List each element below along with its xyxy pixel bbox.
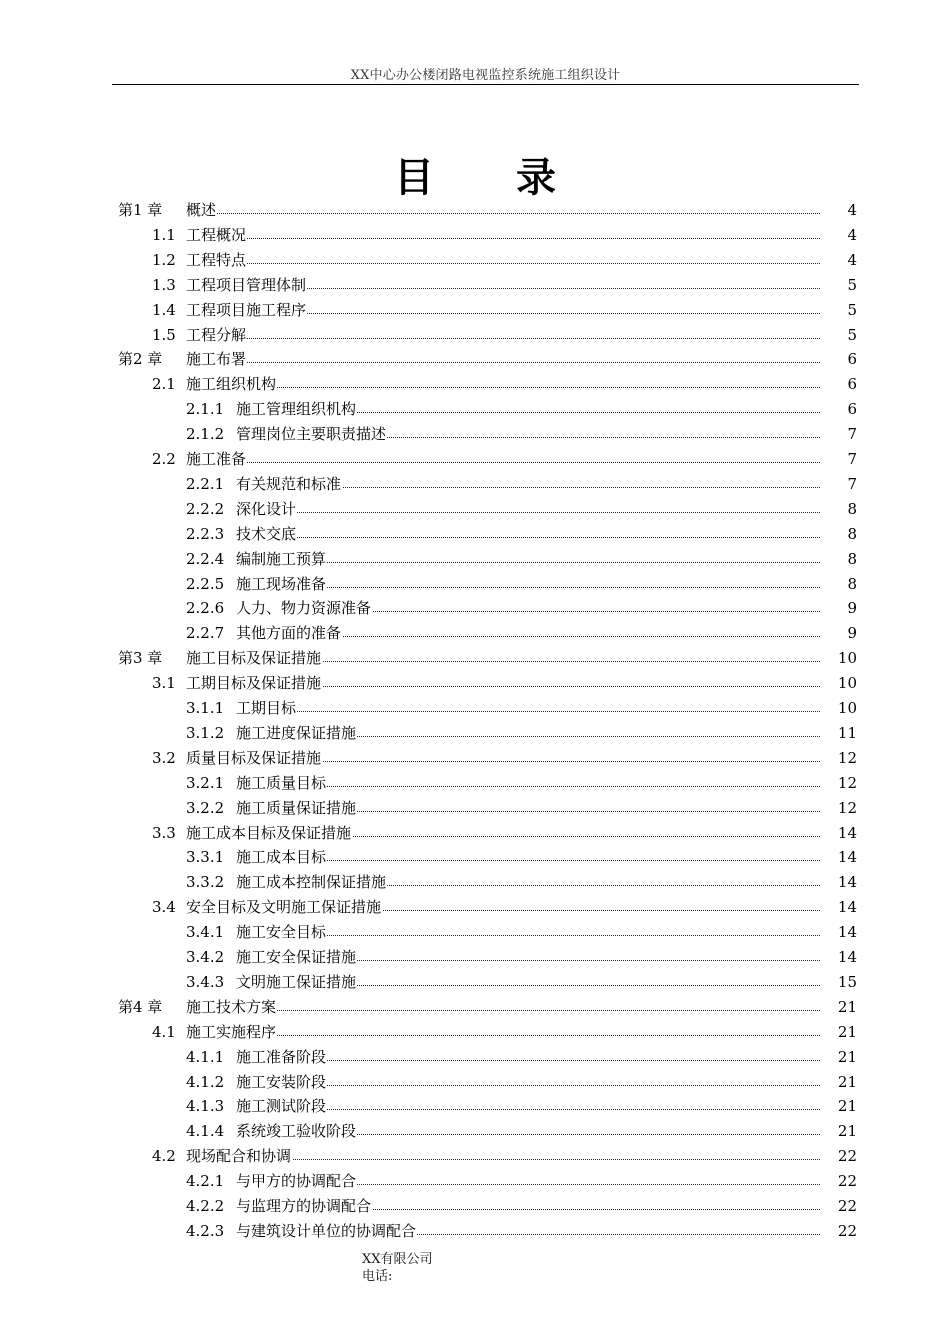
toc-entry-title: 施工成本目标及保证措施 bbox=[186, 821, 352, 846]
toc-entry-number: 2.2.4 bbox=[186, 549, 225, 568]
toc-dot-leader bbox=[186, 362, 820, 363]
toc-entry-number: 第3 章 bbox=[118, 649, 163, 668]
toc-entry-page-number: 8 bbox=[847, 574, 857, 593]
toc-entry-page-number: 6 bbox=[847, 350, 857, 369]
toc-entry-number: 2.1.1 bbox=[186, 400, 225, 419]
toc-entry-page-number: 21 bbox=[837, 1022, 857, 1041]
toc-entry-number: 1.2 bbox=[152, 250, 176, 269]
toc-entry-number: 2.2.2 bbox=[186, 499, 225, 518]
toc-entry-number: 4.1.2 bbox=[186, 1072, 225, 1091]
toc-entry[interactable] bbox=[0, 422, 950, 447]
toc-entry-title: 系统竣工验收阶段 bbox=[236, 1119, 357, 1144]
toc-entry[interactable] bbox=[0, 646, 950, 671]
toc-entry-page-number: 8 bbox=[847, 524, 857, 543]
toc-entry-page-number: 9 bbox=[847, 599, 857, 618]
toc-entry[interactable] bbox=[0, 1169, 950, 1194]
toc-entry-page-number: 10 bbox=[837, 649, 857, 668]
toc-entry-number: 2.2 bbox=[152, 450, 176, 468]
toc-entry-number: 1.4 bbox=[152, 300, 176, 319]
document-header-title: XX中心办公楼闭路电视监控系统施工组织设计 bbox=[350, 68, 621, 83]
toc-entry-page-number: 7 bbox=[847, 450, 857, 468]
toc-entry[interactable] bbox=[0, 721, 950, 746]
toc-entry-title: 概述 bbox=[186, 198, 217, 223]
toc-entry-title: 施工测试阶段 bbox=[236, 1094, 327, 1119]
toc-entry-title: 施工质量保证措施 bbox=[236, 796, 357, 821]
toc-entry-number: 2.1 bbox=[152, 375, 176, 394]
toc-entry-title: 人力、物力资源准备 bbox=[236, 596, 372, 621]
toc-entry-title: 管理岗位主要职责描述 bbox=[236, 422, 387, 447]
toc-entry[interactable] bbox=[0, 298, 950, 323]
toc-entry-page-number: 4 bbox=[847, 201, 857, 219]
toc-entry-page-number: 4 bbox=[847, 250, 857, 269]
toc-entry-title: 施工管理组织机构 bbox=[236, 397, 357, 422]
toc-entry[interactable] bbox=[0, 223, 950, 248]
toc-entry-number: 2.1.2 bbox=[186, 425, 225, 444]
toc-entry[interactable] bbox=[0, 248, 950, 273]
toc-dot-leader bbox=[186, 387, 820, 388]
toc-entry-number: 3.4.3 bbox=[186, 972, 225, 991]
toc-entry-number: 3.3 bbox=[152, 823, 176, 842]
toc-entry-page-number: 22 bbox=[837, 1221, 857, 1240]
toc-entry[interactable] bbox=[0, 895, 950, 920]
toc-entry-number: 3.2.2 bbox=[186, 798, 225, 817]
toc-entry-number: 3.2 bbox=[152, 748, 176, 767]
toc-entry-number: 1.1 bbox=[152, 225, 176, 244]
toc-entry[interactable] bbox=[0, 1045, 950, 1070]
toc-entry-page-number: 21 bbox=[837, 1047, 857, 1066]
toc-entry-number: 4.1.3 bbox=[186, 1097, 225, 1116]
toc-entry[interactable] bbox=[0, 447, 950, 472]
toc-entry-number: 4.1.4 bbox=[186, 1122, 225, 1141]
toc-entry-number: 第4 章 bbox=[118, 997, 163, 1016]
toc-entry-title: 工程概况 bbox=[186, 223, 247, 248]
toc-entry[interactable] bbox=[0, 1219, 950, 1244]
toc-entry-title: 与甲方的协调配合 bbox=[236, 1169, 357, 1194]
toc-entry[interactable] bbox=[0, 497, 950, 522]
toc-dot-leader bbox=[236, 512, 820, 513]
toc-entry[interactable] bbox=[0, 771, 950, 796]
toc-entry-page-number: 8 bbox=[847, 549, 857, 568]
toc-entry-page-number: 14 bbox=[837, 873, 857, 892]
toc-entry[interactable] bbox=[0, 1070, 950, 1095]
toc-entry-page-number: 5 bbox=[847, 275, 857, 294]
toc-entry[interactable] bbox=[0, 1020, 950, 1045]
toc-entry-title: 施工安全保证措施 bbox=[236, 945, 357, 970]
toc-entry-number: 3.4 bbox=[152, 898, 176, 917]
toc-entry-number: 4.1.1 bbox=[186, 1047, 225, 1066]
toc-entry[interactable] bbox=[0, 572, 950, 597]
toc-dot-leader bbox=[186, 263, 820, 264]
toc-dot-leader bbox=[186, 238, 820, 239]
toc-entry[interactable] bbox=[0, 970, 950, 995]
toc-title: 目 录 bbox=[394, 154, 590, 201]
toc-dot-leader bbox=[186, 462, 820, 463]
toc-entry-title: 技术交底 bbox=[236, 522, 297, 547]
toc-entry[interactable] bbox=[0, 198, 950, 223]
toc-entry-number: 2.2.1 bbox=[186, 474, 225, 493]
toc-entry[interactable] bbox=[0, 796, 950, 821]
toc-entry-page-number: 14 bbox=[837, 898, 857, 917]
toc-entry-title: 施工准备阶段 bbox=[236, 1045, 327, 1070]
toc-entry-title: 施工实施程序 bbox=[186, 1020, 277, 1045]
toc-entry[interactable] bbox=[0, 945, 950, 970]
toc-entry[interactable] bbox=[0, 870, 950, 895]
footer-company: XX有限公司 bbox=[362, 1252, 433, 1267]
toc-entry-title: 与监理方的协调配合 bbox=[236, 1194, 372, 1219]
toc-entry[interactable] bbox=[0, 1144, 950, 1169]
toc-entry[interactable] bbox=[0, 696, 950, 721]
toc-entry-title: 编制施工预算 bbox=[236, 547, 327, 572]
toc-entry[interactable] bbox=[0, 1119, 950, 1144]
toc-entry-title: 深化设计 bbox=[236, 497, 297, 522]
toc-entry-page-number: 6 bbox=[847, 375, 857, 394]
toc-entry-page-number: 8 bbox=[847, 499, 857, 518]
footer-phone: 电话: bbox=[362, 1269, 393, 1284]
header-divider bbox=[112, 84, 859, 85]
toc-entry-title: 施工进度保证措施 bbox=[236, 721, 357, 746]
toc-entry-number: 1.5 bbox=[152, 325, 176, 344]
page-footer bbox=[362, 1251, 433, 1285]
toc-entry-page-number: 5 bbox=[847, 300, 857, 319]
toc-entry-number: 第2 章 bbox=[118, 350, 163, 369]
toc-entry-number: 2.2.3 bbox=[186, 524, 225, 543]
toc-entry[interactable] bbox=[0, 746, 950, 771]
toc-entry-number: 3.4.2 bbox=[186, 948, 225, 966]
toc-entry-number: 3.2.1 bbox=[186, 773, 225, 792]
toc-entry-title: 其他方面的准备 bbox=[236, 621, 342, 646]
toc-entry-page-number: 7 bbox=[847, 474, 857, 493]
toc-entry[interactable] bbox=[0, 522, 950, 547]
toc-entry-title: 施工组织机构 bbox=[186, 372, 277, 397]
toc-entry[interactable] bbox=[0, 472, 950, 497]
toc-entry[interactable] bbox=[0, 547, 950, 572]
toc-entry-page-number: 22 bbox=[837, 1197, 857, 1215]
toc-entry-title: 文明施工保证措施 bbox=[236, 970, 357, 995]
toc-entry-title: 施工技术方案 bbox=[186, 995, 277, 1020]
toc-entry-number: 2.2.6 bbox=[186, 599, 225, 618]
toc-entry-number: 1.3 bbox=[152, 275, 176, 294]
toc-entry-number: 3.3.2 bbox=[186, 873, 225, 892]
toc-entry-page-number: 11 bbox=[837, 723, 857, 742]
toc-entry-title: 施工目标及保证措施 bbox=[186, 646, 322, 671]
toc-entry-page-number: 12 bbox=[837, 773, 857, 792]
toc-entry-title: 安全目标及文明施工保证措施 bbox=[186, 895, 382, 920]
toc-entry-page-number: 10 bbox=[837, 699, 857, 717]
toc-entry-page-number: 5 bbox=[847, 325, 857, 344]
toc-entry-number: 2.2.5 bbox=[186, 574, 225, 593]
toc-entry-title: 现场配合和协调 bbox=[186, 1144, 292, 1169]
toc-entry[interactable] bbox=[0, 1094, 950, 1119]
toc-entry[interactable] bbox=[0, 621, 950, 646]
toc-entry-page-number: 14 bbox=[837, 823, 857, 842]
toc-entry-number: 2.2.7 bbox=[186, 624, 225, 643]
toc-entry-title: 施工安全目标 bbox=[236, 920, 327, 945]
toc-entry-number: 3.1.2 bbox=[186, 723, 225, 742]
toc-entry-title: 施工准备 bbox=[186, 447, 247, 472]
toc-entry-title: 工期目标 bbox=[236, 696, 297, 721]
toc-dot-leader bbox=[236, 537, 820, 538]
toc-entry-number: 4.2 bbox=[152, 1147, 176, 1166]
toc-entry[interactable] bbox=[0, 273, 950, 298]
toc-entry-page-number: 6 bbox=[847, 400, 857, 419]
toc-dot-leader bbox=[186, 338, 820, 339]
toc-entry[interactable] bbox=[0, 821, 950, 846]
toc-entry-title: 施工质量目标 bbox=[236, 771, 327, 796]
toc-entry[interactable] bbox=[0, 845, 950, 870]
toc-entry[interactable] bbox=[0, 596, 950, 621]
toc-entry-title: 工程特点 bbox=[186, 248, 247, 273]
toc-dot-leader bbox=[236, 711, 820, 712]
toc-entry-page-number: 14 bbox=[837, 923, 857, 942]
toc-entry-page-number: 9 bbox=[847, 624, 857, 643]
toc-entry-page-number: 22 bbox=[837, 1147, 857, 1166]
toc-entry-title: 工期目标及保证措施 bbox=[186, 671, 322, 696]
toc-entry[interactable] bbox=[0, 397, 950, 422]
toc-entry-title: 与建筑设计单位的协调配合 bbox=[236, 1219, 417, 1244]
toc-entry-number: 4.1 bbox=[152, 1022, 176, 1041]
toc-entry-page-number: 7 bbox=[847, 425, 857, 444]
toc-entry[interactable] bbox=[0, 323, 950, 348]
toc-entry-page-number: 21 bbox=[837, 1097, 857, 1116]
toc-entry-title: 工程项目施工程序 bbox=[186, 298, 307, 323]
toc-entry-page-number: 14 bbox=[837, 848, 857, 867]
toc-entry-page-number: 21 bbox=[837, 997, 857, 1016]
toc-entry[interactable] bbox=[0, 920, 950, 945]
toc-entry[interactable] bbox=[0, 1194, 950, 1219]
toc-entry-title: 施工成本控制保证措施 bbox=[236, 870, 387, 895]
toc-entry[interactable] bbox=[0, 347, 950, 372]
toc-entry-page-number: 22 bbox=[837, 1172, 857, 1191]
toc-entry-page-number: 14 bbox=[837, 948, 857, 966]
toc-entry-title: 施工成本目标 bbox=[236, 845, 327, 870]
toc-entry-title: 工程项目管理体制 bbox=[186, 273, 307, 298]
toc-entry-page-number: 12 bbox=[837, 748, 857, 767]
toc-entry-number: 第1 章 bbox=[118, 201, 163, 219]
toc-entry-number: 4.2.2 bbox=[186, 1197, 225, 1215]
toc-entry-number: 4.2.1 bbox=[186, 1172, 225, 1191]
toc-entry-page-number: 21 bbox=[837, 1122, 857, 1141]
toc-entry-page-number: 21 bbox=[837, 1072, 857, 1091]
toc-entry-page-number: 4 bbox=[847, 225, 857, 244]
toc-entry-number: 3.4.1 bbox=[186, 923, 225, 942]
toc-entry[interactable] bbox=[0, 671, 950, 696]
toc-dot-leader bbox=[186, 1035, 820, 1036]
toc-entry-title: 施工布署 bbox=[186, 347, 247, 372]
toc-entry-page-number: 15 bbox=[837, 972, 857, 991]
toc-entry-number: 3.1 bbox=[152, 674, 176, 693]
toc-entry-number: 3.1.1 bbox=[186, 699, 225, 717]
toc-entry-title: 工程分解 bbox=[186, 323, 247, 348]
toc-entry-page-number: 10 bbox=[837, 674, 857, 693]
toc-entry-title: 质量目标及保证措施 bbox=[186, 746, 322, 771]
toc-entry-title: 有关规范和标准 bbox=[236, 472, 342, 497]
toc-entry-number: 3.3.1 bbox=[186, 848, 225, 867]
toc-entry-title: 施工安装阶段 bbox=[236, 1070, 327, 1095]
toc-entry-number: 4.2.3 bbox=[186, 1221, 225, 1240]
toc-entry[interactable] bbox=[0, 372, 950, 397]
toc-dot-leader bbox=[186, 1010, 820, 1011]
toc-entry[interactable] bbox=[0, 995, 950, 1020]
toc-dot-leader bbox=[186, 213, 820, 214]
toc-entry-title: 施工现场准备 bbox=[236, 572, 327, 597]
toc-entry-page-number: 12 bbox=[837, 798, 857, 817]
